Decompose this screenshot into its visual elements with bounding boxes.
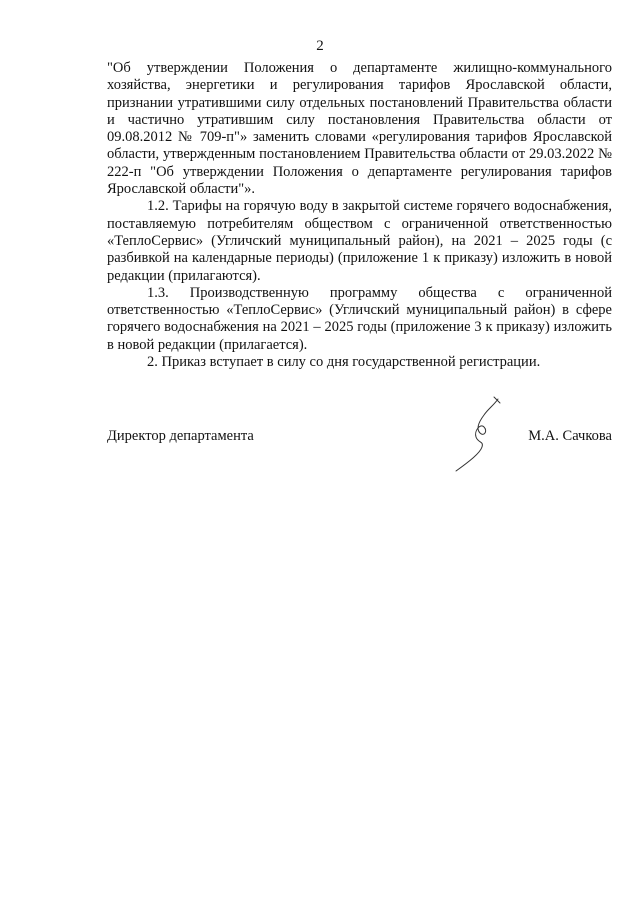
- signer-name: М.А. Сачкова: [528, 428, 612, 444]
- paragraph-1-2: 1.2. Тарифы на горячую воду в закрытой системе горячего водоснабжения, поставляемую потребителям обществом с ограниченной ответственностью «ТеплоСервис» (Угличский муниципальный район), на 2021 – 2025 годы (с разбивкой на календарные периоды) (приложение 1 к приказу) изложить в новой редакции (прилагаются).: [107, 198, 612, 284]
- signer-title: Директор департамента: [107, 428, 254, 444]
- document-body: [107, 60, 612, 371]
- paragraph-2: 2. Приказ вступает в силу со дня государственной регистрации.: [147, 354, 541, 371]
- signature-block: [107, 428, 612, 448]
- paragraph-continuation: "Об утверждении Положения о департаменте жилищно-коммунального хозяйства, энергетики и регулирования тарифов Ярославской области, признании утратившими силу отдельных постановлений Правительства области и частично утратившим силу постановления Правительства области от 09.08.2012 № 709-п"» заменить словами «регулирования тарифов Ярославской области, утвержденным постановлением Правительства области от 29.03.2022 № 222-п "Об утверждении Положения о департаменте регулирования тарифов Ярославской области"».: [107, 60, 612, 198]
- page-number: 2: [316, 38, 324, 54]
- handwritten-signature-icon: [448, 395, 508, 475]
- paragraph-1-3: 1.3. Производственную программу общества с ограниченной ответственностью «ТеплоСервис» (Угличский муниципальный район) в сфере горячего водоснабжения на 2021 – 2025 годы (приложение 3 к приказу) изложить в новой редакции (прилагается).: [107, 284, 612, 353]
